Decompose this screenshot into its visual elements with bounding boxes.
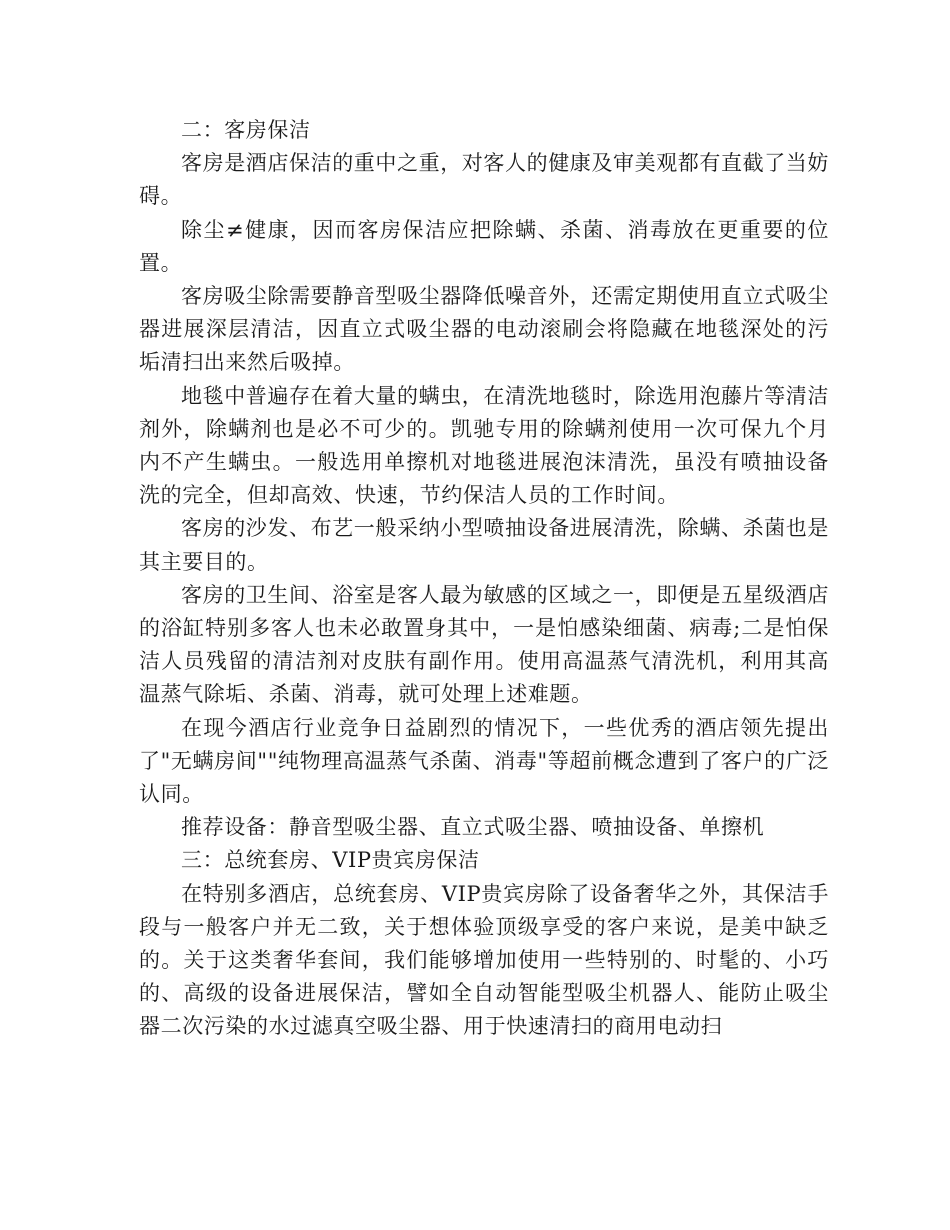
paragraph: 客房的沙发、布艺一般采纳小型喷抽设备进展清洗，除螨、杀菌也是其主要目的。: [139, 516, 829, 574]
section-heading-guest-room: 二：客房保洁: [181, 118, 311, 142]
document-body: [139, 114, 829, 1044]
section-heading-vip-suite: 三：总统套房、VIP贵宾房保洁: [181, 848, 480, 873]
paragraph: 客房的卫生间、浴室是客人最为敏感的区域之一，即便是五星级酒店的浴缸特别多客人也未必敢置身其中，一是怕感染细菌、病毒;二是怕保洁人员残留的清洁剂对皮肤有副作用。使用高温蒸气清洗机，利用其高温蒸气除垢、杀菌、消毒，就可处理上述难题。: [139, 582, 829, 707]
paragraph: 在特别多酒店，总统套房、VIP贵宾房除了设备奢华之外，其保洁手段与一般客户并无二致，关于想体验顶级享受的客户来说，是美中缺乏的。关于这类奢华套间，我们能够增加使用一些特别的、时髦的、小巧的、高级的设备进展保洁，譬如全自动智能型吸尘机器人、能防止吸尘器二次污染的水过滤真空吸尘器、用于快速清扫的商用电动扫: [139, 881, 829, 1039]
recommended-equipment: 推荐设备：静音型吸尘器、直立式吸尘器、喷抽设备、单擦机: [181, 815, 765, 840]
paragraph: 在现今酒店行业竞争日益剧烈的情况下，一些优秀的酒店领先提出了"无螨房间""纯物理高温蒸气杀菌、消毒"等超前概念遭到了客户的广泛认同。: [139, 715, 829, 807]
paragraph: 客房吸尘除需要静音型吸尘器降低噪音外，还需定期使用直立式吸尘器进展深层清洁，因直立式吸尘器的电动滚刷会将隐藏在地毯深处的污垢清扫出来然后吸掉。: [139, 284, 829, 375]
paragraph: 除尘≠健康，因而客房保洁应把除螨、杀菌、消毒放在更重要的位置。: [139, 217, 829, 275]
paragraph: 客房是酒店保洁的重中之重，对客人的健康及审美观都有直截了当妨碍。: [139, 151, 829, 209]
paragraph: 地毯中普遍存在着大量的螨虫，在清洗地毯时，除选用泡藤片等清洁剂外，除螨剂也是必不可少的。凯驰专用的除螨剂使用一次可保九个月内不产生螨虫。一般选用单擦机对地毯进展泡沫清洗，虽没有喷抽设备洗的完全，但却高效、快速，节约保洁人员的工作时间。: [139, 383, 829, 508]
